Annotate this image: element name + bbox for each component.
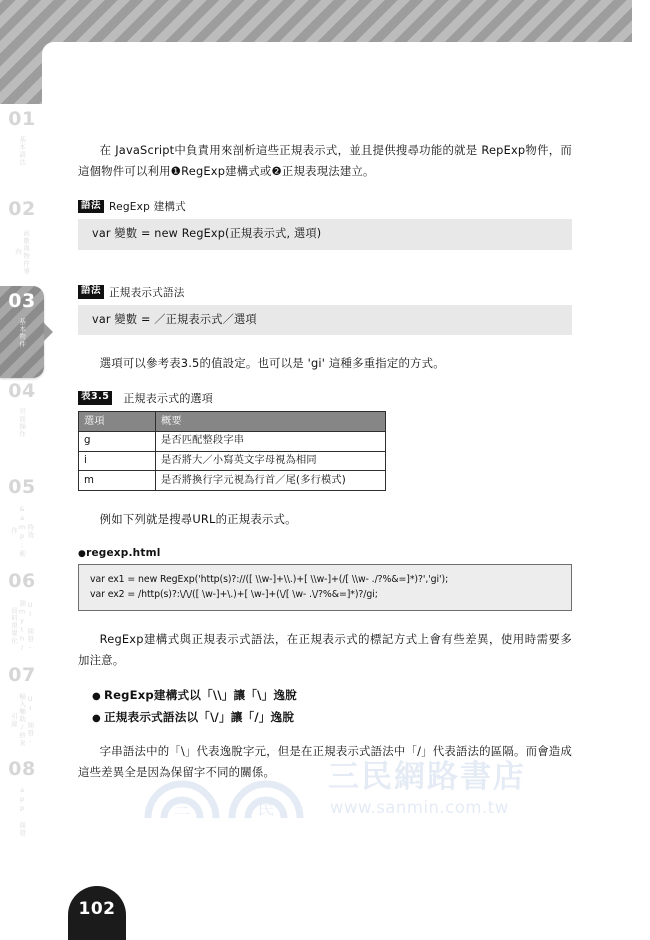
bullet-dot-icon: ● <box>92 713 101 725</box>
table-cell-option: m <box>79 471 156 491</box>
watermark-url: www.sanmin.com.tw <box>330 798 509 817</box>
list-item <box>92 685 572 707</box>
spacer <box>78 729 572 741</box>
active-tab-arrow-icon <box>44 323 53 341</box>
logo-char-left: 三 <box>173 799 191 819</box>
syntax-box-2: var 變數 = ／正規表示式／選項 <box>78 305 572 336</box>
syntax-badge: 語法 <box>78 285 104 298</box>
chapter-label: 頁面操作 <box>18 408 27 438</box>
table-header-option: 選項 <box>79 412 156 432</box>
chapter-number: 06 <box>8 570 36 592</box>
intro-paragraph: 在 JavaScript中負責用來剖析這些正規表示式，並且提供搜尋功能的就是 RepExp物件，而這個物件可以利用❶RegExp建構式或❷正規表現法建立。 <box>78 143 572 178</box>
spacer <box>78 335 572 353</box>
top-band-cutout-right <box>632 0 650 104</box>
table-header-row <box>79 412 386 432</box>
chapter-tab-rail <box>0 104 44 864</box>
bullet-dot-icon: ● <box>92 691 101 703</box>
spacer <box>78 491 572 509</box>
code-line-2: var ex2 = /http(s)?:\/\/([ \w-]+\.)+[ \w-]+(\/[ \w- .\/?%&=]*)?/gi; <box>90 589 378 601</box>
chapter-number: 08 <box>8 758 36 780</box>
table-row <box>79 431 386 451</box>
spacer <box>78 250 572 268</box>
sidebar-chapter-tab-05[interactable] <box>0 472 44 558</box>
example-paragraph: 例如下列就是搜尋URL的正規表示式。 <box>99 512 297 527</box>
table-caption-title: 正規表示式的選項 <box>123 392 213 406</box>
chapter-number: 07 <box>8 664 36 686</box>
sidebar-chapter-tab-01[interactable] <box>0 104 44 186</box>
list-item <box>92 707 572 729</box>
syntax-badge: 語法 <box>78 200 104 213</box>
top-decorative-band <box>0 0 650 104</box>
code-line-1: var ex1 = new RegExp('http(s)?://([ \\w-]+\\.)+[ \\w-]+(/[ \\w- ./?%&=]*)?','gi'); <box>90 574 449 586</box>
sidebar-chapter-tab-07[interactable] <box>0 660 44 748</box>
syntax-heading-1 <box>78 199 572 214</box>
chapter-number: 02 <box>8 198 36 220</box>
syntax-box-1: var 變數 = new RegExp(正規表示式, 選項) <box>78 219 572 250</box>
rule-text: RegExp建構式以「\\」讓「\」逸脫 <box>103 688 297 703</box>
page-number: 102 <box>78 899 116 919</box>
chapter-label: 基本語法 <box>18 136 27 166</box>
syntax-title-2: 正規表示式語法 <box>109 286 185 299</box>
rule-text: 正規表示式語法以「\/」讓「/」逸脫 <box>103 710 295 725</box>
code-block <box>78 564 572 611</box>
code-file-name: regexp.html <box>86 547 161 560</box>
table-row <box>79 471 386 491</box>
top-band-cutout <box>42 42 650 104</box>
syntax-title-1: RegExp 建構式 <box>109 201 186 213</box>
chapter-label: 函數與物件導向 <box>14 229 31 275</box>
chapter-label: UI 開發-輸入輔助/終來引線 <box>9 693 35 747</box>
table-number-badge: 表3.5 <box>78 391 112 404</box>
chapter-number: 04 <box>8 380 36 402</box>
difference-paragraph: RegExp建構式與正規表示式語法，在正規表示式的標記方式上會有些差異，使用時需要多加注意。 <box>78 632 572 668</box>
sidebar-chapter-tab-06[interactable] <box>0 566 44 654</box>
table-header-summary: 概要 <box>156 412 386 432</box>
option-paragraph: 選項可以參考表3.5的值設定。也可以是 'gi' 這種多重指定的方式。 <box>99 356 445 371</box>
table-cell-summary: 是否匹配整段字串 <box>156 431 386 451</box>
closing-paragraph: 字串語法中的「\」代表逸脫字元，但是在正規表示式語法中「/」代表語法的區隔。而會造成這些差異全是因為保留字不同的關係。 <box>78 744 572 780</box>
chapter-label: app 開發 <box>18 786 27 837</box>
sidebar-chapter-tab-04[interactable] <box>0 376 44 460</box>
table-cell-summary: 是否將大／小寫英文字母視為相同 <box>156 451 386 471</box>
options-table <box>78 411 386 491</box>
sidebar-chapter-tab-02[interactable] <box>0 194 44 278</box>
chapter-label: 特效&amp;動作 <box>9 504 35 558</box>
sidebar-chapter-tab-03[interactable] <box>0 286 44 378</box>
logo-char-right: 民 <box>257 799 275 819</box>
watermark-text: 三民網路書店 <box>328 759 526 795</box>
chapter-number: 01 <box>8 108 36 130</box>
bullet-dot-icon: ● <box>78 549 87 560</box>
page-content <box>78 140 572 783</box>
table-cell-summary: 是否將換行字元視為行首／尾(多行模式) <box>156 471 386 491</box>
syntax-heading-2 <box>78 285 572 300</box>
rule-list <box>78 685 572 729</box>
page-number-tab <box>68 886 126 940</box>
chapter-number: 05 <box>8 476 36 498</box>
chapter-label: UI 開發-測myth/資料視覺化 <box>9 599 35 653</box>
table-cell-option: i <box>79 451 156 471</box>
spacer <box>78 611 572 629</box>
table-row <box>79 451 386 471</box>
chapter-label: 基本物件 <box>18 318 27 348</box>
sidebar-chapter-tab-08[interactable] <box>0 754 44 838</box>
chapter-number: 03 <box>8 290 36 312</box>
table-caption <box>78 390 572 406</box>
table-cell-option: g <box>79 431 156 451</box>
code-file-label <box>78 547 572 559</box>
